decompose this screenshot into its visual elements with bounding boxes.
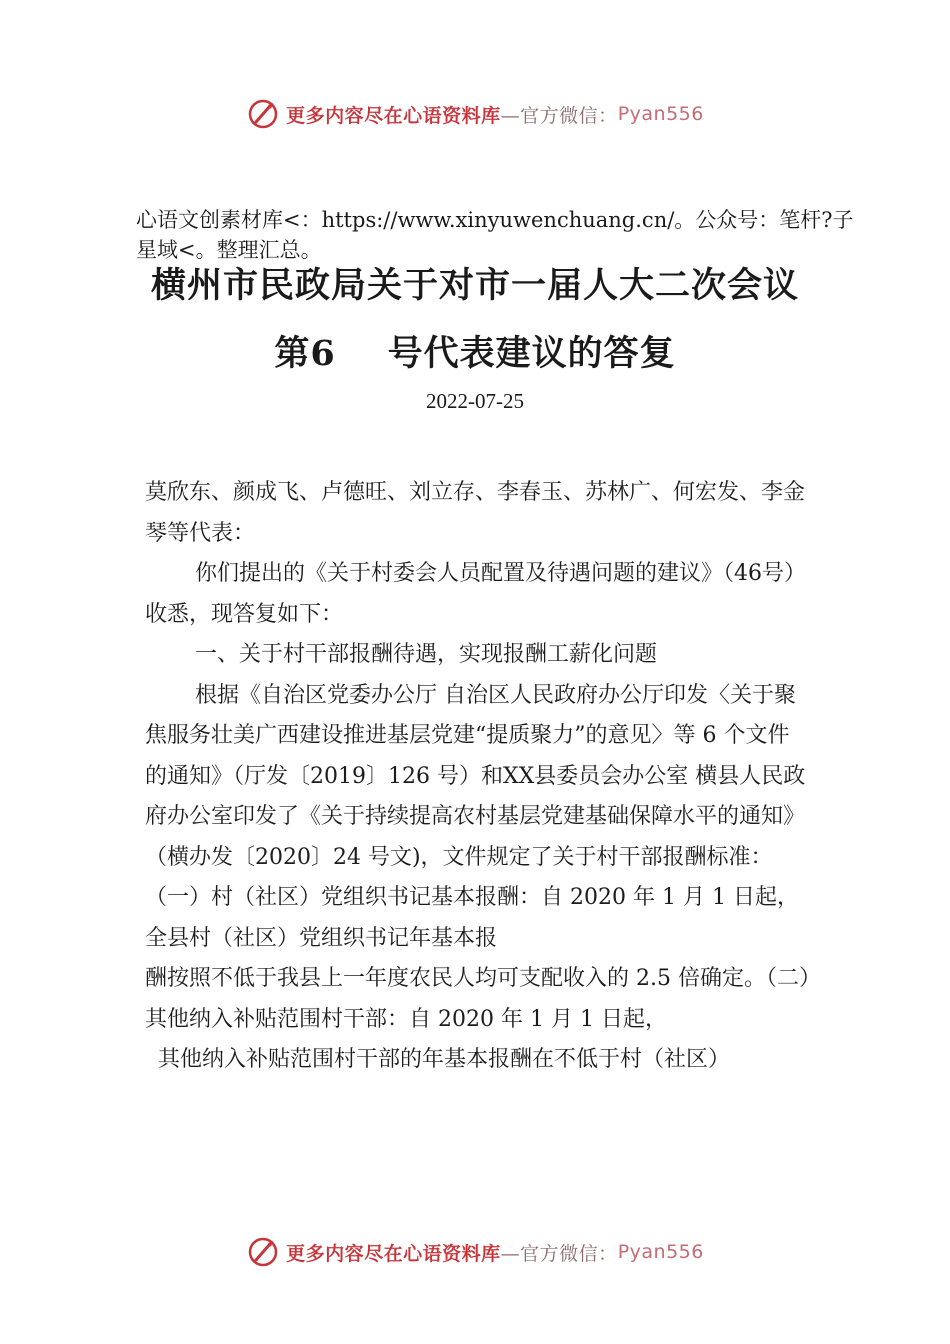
watermark-red-text: 更多内容尽在心语资料库 [286,1242,501,1265]
watermark-dash-text: —官方微信： [500,1242,618,1265]
source-line: 心语文创素材库<：https://www.xinyuwenchuang.cn/。公众号：笔杆?子星域<。整理汇总。 [136,208,854,262]
document-title-line2 [0,326,950,376]
watermark-red-text: 更多内容尽在心语资料库 [286,104,501,127]
watermark-account: Pyan556 [617,103,704,125]
paragraph-continuation: 酬按照不低于我县上一年度农民人均可支配收入的 2.5 倍确定。（二）其他纳入补贴范围村干部：自 2020 年 1 月 1 日起， [145,966,810,1032]
title-suffix: 号代表建议的答复 [387,333,676,374]
watermark-banner-bottom [0,1232,950,1272]
paragraph-salutation: 莫欣东、颜成飞、卢德旺、刘立存、李春玉、苏林广、何宏发、李金琴等代表： [145,480,806,546]
title-number: 第6 [274,333,336,374]
paragraph-intro: 你们提出的《关于村委会人员配置及待遇问题的建议》（46号）收悉，现答复如下： [145,561,806,627]
paragraph-last-line: 其他纳入补贴范围村干部的年基本报酬在不低于村（社区） [158,1047,731,1072]
watermark-account: Pyan556 [617,1241,704,1263]
pen-circle-icon [246,97,280,131]
pen-circle-icon [246,1235,280,1269]
document-body [145,473,810,1081]
document-date: 2022-07-25 [426,389,524,413]
document-title-line1: 横州市民政局关于对市一届人大二次会议 [150,265,799,306]
paragraph-heading: 一、关于村干部报酬待遇，实现报酬工薪化问题 [195,642,658,667]
paragraph-basis: 根据《自治区党委办公厅 自治区人民政府办公厅印发〈关于聚焦服务壮美广西建设推进基层党建“提质聚力”的意见〉等 6 个文件的通知》（厅发〔2019〕126 号）和XX县委员会办公室 横县人民政府办公室印发了《关于持续提高农村基层党建基础保障水平的通知》（横办发〔2020〕24 号文)，文件规定了关于村干部报酬标准：（一）村（社区）党组织书记基本报酬：自 2020 年 1 月 1 日起，全县村（社区）党组织书记年基本报 [145,682,806,951]
watermark-banner-top [0,94,950,134]
watermark-dash-text: —官方微信： [500,104,618,127]
